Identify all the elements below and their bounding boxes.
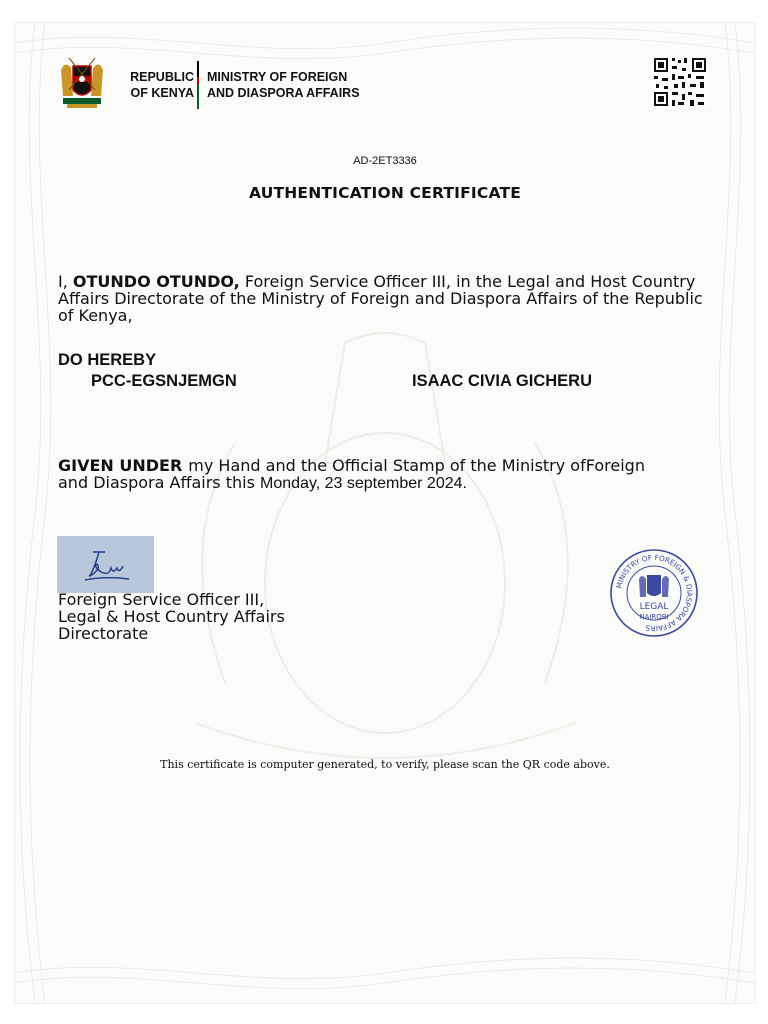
certificate-reference-number: AD-2ET3336 xyxy=(353,155,417,167)
republic-line-2: OF KENYA xyxy=(130,86,194,100)
certificate-title: AUTHENTICATION CERTIFICATE xyxy=(248,184,522,202)
do-hereby-heading: DO HEREBY xyxy=(58,351,157,369)
officer-signature xyxy=(57,536,154,593)
stamp-center-line-2: NAIROBI xyxy=(639,613,669,621)
declaration-text: Foreign Service Officer III, in the Legal and Host Country Affairs Directorate of the Ministry of Foreign and Diaspora Affairs of the Republic of Kenya, xyxy=(58,272,703,325)
declaration-paragraph xyxy=(58,273,718,324)
coat-of-arms-watermark xyxy=(115,323,655,803)
verification-qr-code-icon[interactable] xyxy=(652,56,708,108)
signatory-line-1: Foreign Service Officer III, xyxy=(58,590,265,609)
ministry-line-1: MINISTRY OF FOREIGN xyxy=(207,70,348,84)
kenya-coat-of-arms-icon xyxy=(57,56,107,110)
given-under-paragraph xyxy=(58,457,678,492)
certificate-code: PCC-EGSNJEMGN xyxy=(91,372,237,390)
republic-of-kenya-label xyxy=(114,69,194,101)
issue-date: Monday, 23 september 2024. xyxy=(260,475,467,492)
stamp-ring-text: MINISTRY OF FOREIGN & DIASPORA AFFAIRS xyxy=(614,552,695,634)
given-under-lead: GIVEN UNDER xyxy=(58,456,183,475)
republic-line-1: REPUBLIC xyxy=(130,70,194,84)
officer-name: OTUNDO OTUNDO, xyxy=(72,272,240,291)
signatory-title xyxy=(58,591,285,642)
verification-footer-note: This certificate is computer generated, to verify, please scan the QR code above. xyxy=(160,758,610,771)
holder-name: ISAAC CIVIA GICHERU xyxy=(412,372,592,390)
given-text-2: Foreign and Diaspora Affairs this xyxy=(58,456,645,492)
official-stamp xyxy=(609,547,699,639)
ministry-line-2: AND DIASPORA AFFAIRS xyxy=(207,86,360,100)
signatory-line-2: Legal & Host Country Affairs xyxy=(58,607,285,626)
given-text: my Hand and the Official Stamp of the Ministry of xyxy=(188,456,586,475)
signatory-line-3: Directorate xyxy=(58,624,149,643)
stamp-center-line-1: LEGAL xyxy=(639,602,669,612)
certificate-page xyxy=(14,22,756,1004)
stamp-emblem-icon xyxy=(639,575,669,597)
declaration-prefix: I, xyxy=(58,272,73,291)
header-divider xyxy=(197,61,199,109)
ministry-label xyxy=(207,69,360,101)
